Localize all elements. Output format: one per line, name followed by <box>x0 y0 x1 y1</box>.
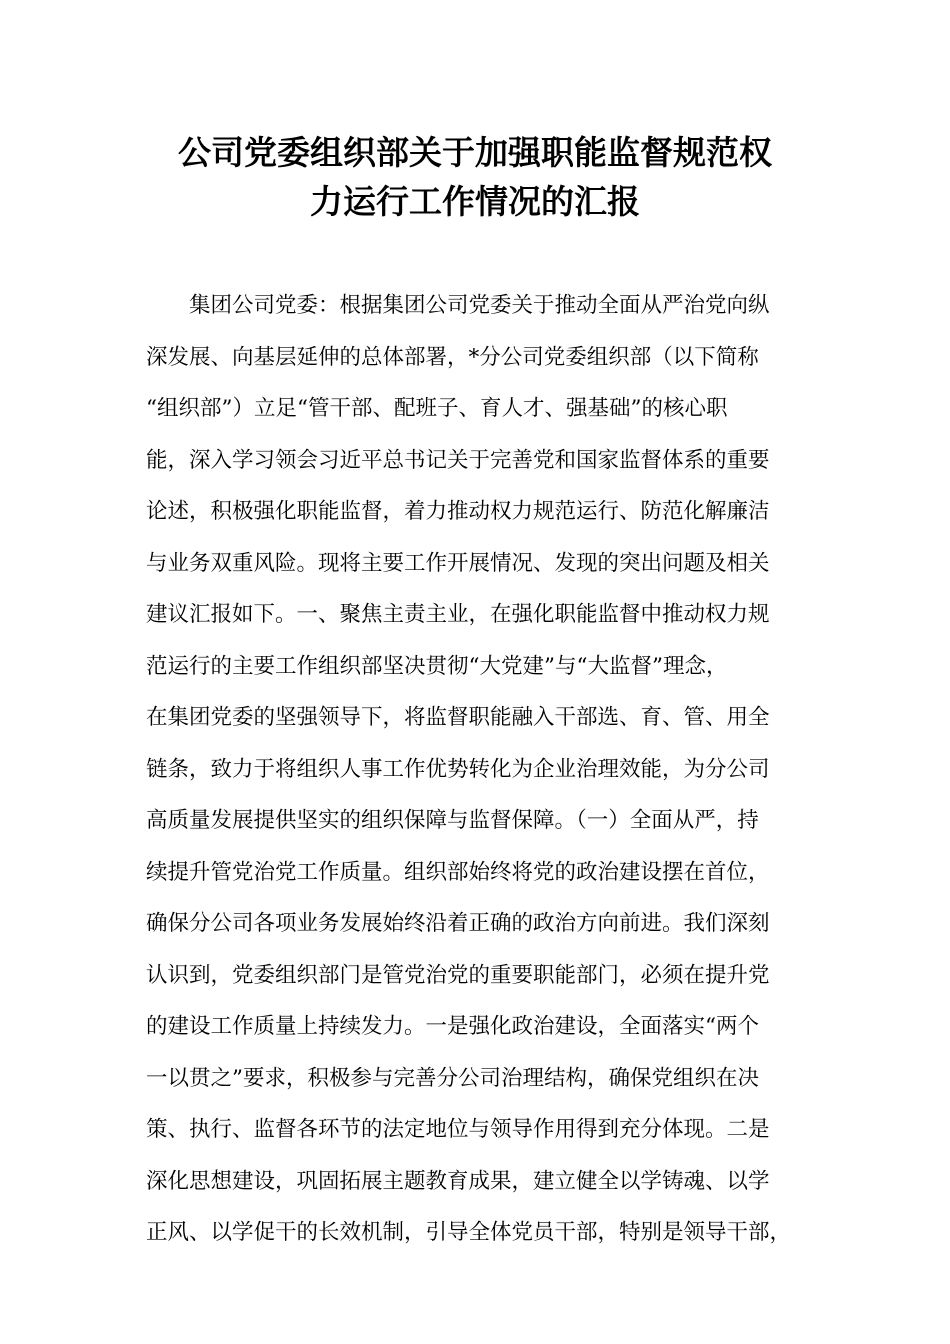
document-body <box>146 280 814 1259</box>
body-line: 高质量发展提供坚实的组织保障与监督保障。（一）全面从严，持 <box>146 808 759 833</box>
body-line: 策、执行、监督各环节的法定地位与领导作用得到充分体现。二是 <box>146 1117 770 1142</box>
body-line: 与业务双重风险。现将主要工作开展情况、发现的突出问题及相关 <box>146 550 770 576</box>
body-line: 的建设工作质量上持续发力。一是强化政治建设，全面落实“两个 <box>146 1014 759 1039</box>
body-line: 深化思想建设，巩固拓展主题教育成果，建立健全以学铸魂、以学 <box>146 1168 770 1194</box>
body-line: 认识到，党委组织部门是管党治党的重要职能部门，必须在提升党 <box>146 962 770 988</box>
body-line: 能，深入学习领会习近平总书记关于完善党和国家监督体系的重要 <box>146 447 770 473</box>
body-line: 在集团党委的坚强领导下，将监督职能融入干部选、育、管、用全 <box>146 705 770 730</box>
body-line: 集团公司党委：根据集团公司党委关于推动全面从严治党向纵 <box>189 293 770 318</box>
title-line-2: 力运行工作情况的汇报 <box>310 182 640 221</box>
body-line: 论述，积极强化职能监督，着力推动权力规范运行、防范化解廉洁 <box>146 499 770 524</box>
body-line: 正风、以学促干的长效机制，引导全体党员干部，特别是领导干部， <box>146 1220 792 1245</box>
body-line: 链条，致力于将组织人事工作优势转化为企业治理效能，为分公司 <box>146 756 770 782</box>
title-line-1: 公司党委组织部关于加强职能监督规范权 <box>178 133 772 172</box>
body-line: 续提升管党治党工作质量。组织部始终将党的政治建设摆在首位， <box>146 859 770 885</box>
body-line: 范运行的主要工作组织部坚决贯彻“大党建”与“大监督”理念， <box>146 653 728 679</box>
body-line: 深发展、向基层延伸的总体部署，*分公司党委组织部（以下简称 <box>146 344 759 370</box>
body-line: 建议汇报如下。一、聚焦主责主业，在强化职能监督中推动权力规 <box>146 602 770 627</box>
document-title <box>120 128 830 226</box>
body-line: “组织部”）立足“管干部、配班子、育人才、强基础”的核心职 <box>146 396 728 421</box>
body-line: 确保分公司各项业务发展始终沿着正确的政治方向前进。我们深刻 <box>146 911 770 936</box>
body-line: 一以贯之”要求，积极参与完善分公司治理结构，确保党组织在决 <box>146 1065 759 1091</box>
